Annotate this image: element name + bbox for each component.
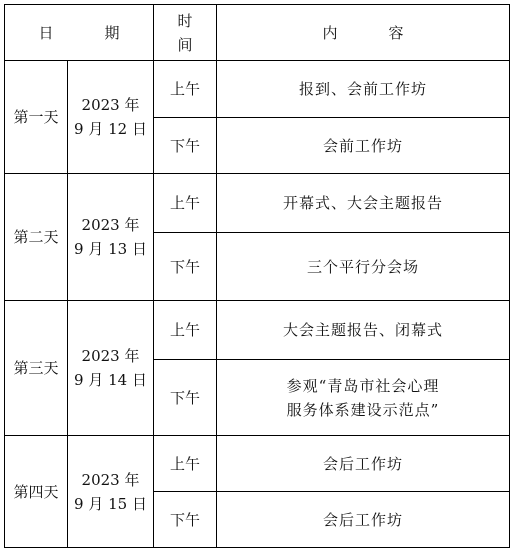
date-cell [68, 174, 154, 301]
session-content-line: 服务体系建设示范点” [286, 400, 440, 419]
header-date: 日 期 [5, 5, 154, 61]
table-row [5, 61, 510, 118]
date-month-day: 9 月 13 日 [74, 240, 147, 258]
table-row [5, 174, 510, 233]
session-content: 会后工作坊 [217, 492, 510, 548]
session-content: 会后工作坊 [217, 436, 510, 492]
session-content [217, 360, 510, 436]
date-year: 2023 年 [81, 96, 140, 114]
date-month-day: 9 月 12 日 [74, 120, 147, 138]
day-label: 第一天 [5, 61, 68, 174]
header-time: 时 间 [154, 5, 217, 61]
period-label: 下午 [154, 492, 217, 548]
day-label: 第三天 [5, 301, 68, 436]
date-month-day: 9 月 14 日 [74, 371, 147, 389]
period-label: 下午 [154, 118, 217, 174]
period-label: 上午 [154, 436, 217, 492]
date-cell [68, 436, 154, 548]
date-year: 2023 年 [81, 216, 140, 234]
table-row [5, 436, 510, 492]
session-content: 会前工作坊 [217, 118, 510, 174]
header-content: 内 容 [217, 5, 510, 61]
period-label: 上午 [154, 174, 217, 233]
date-cell [68, 301, 154, 436]
date-year: 2023 年 [81, 470, 140, 489]
session-content-line: 参观“青岛市社会心理 [286, 376, 440, 395]
period-label: 下午 [154, 233, 217, 301]
session-content: 三个平行分会场 [217, 233, 510, 301]
header-row [5, 5, 510, 61]
session-content: 开幕式、大会主题报告 [217, 174, 510, 233]
day-label: 第二天 [5, 174, 68, 301]
date-year: 2023 年 [81, 347, 140, 365]
period-label: 下午 [154, 360, 217, 436]
period-label: 上午 [154, 301, 217, 360]
session-content: 报到、会前工作坊 [217, 61, 510, 118]
period-label: 上午 [154, 61, 217, 118]
date-cell [68, 61, 154, 174]
date-month-day: 9 月 15 日 [74, 494, 147, 513]
table-row [5, 301, 510, 360]
schedule-table [4, 4, 510, 548]
session-content: 大会主题报告、闭幕式 [217, 301, 510, 360]
day-label: 第四天 [5, 436, 68, 548]
